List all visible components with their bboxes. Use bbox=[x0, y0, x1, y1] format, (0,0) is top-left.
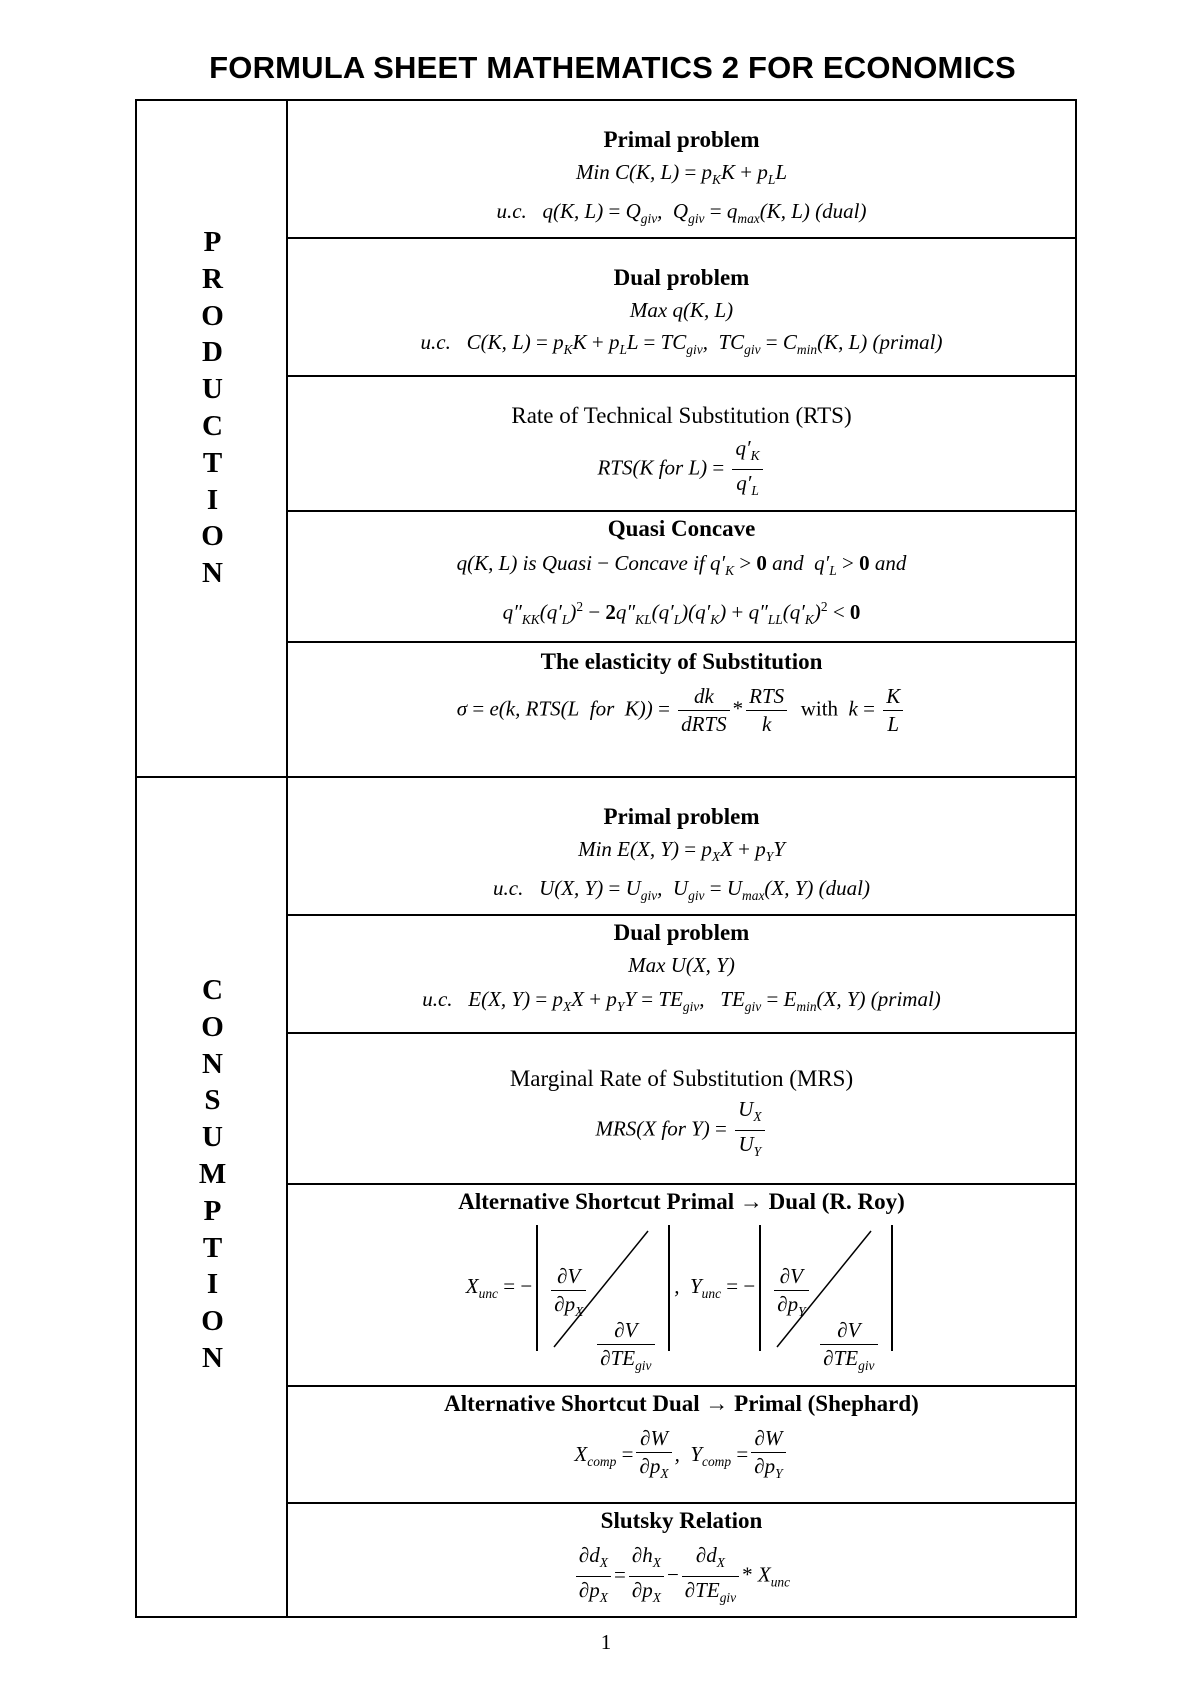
consumption-mrs-heading: Marginal Rate of Substitution (MRS) bbox=[509, 1066, 854, 1091]
page-number: 1 bbox=[600, 1630, 612, 1654]
consumption-dual-heading: Dual problem bbox=[613, 920, 750, 945]
consumption-letter: O bbox=[201, 1010, 224, 1043]
production-label-cell bbox=[137, 101, 288, 778]
production-letter: T bbox=[202, 446, 223, 479]
consumption-letter: M bbox=[198, 1157, 227, 1190]
production-primal-cell bbox=[288, 101, 1075, 239]
consumption-letter: C bbox=[202, 974, 223, 1006]
consumption-slutsky-cell bbox=[288, 1504, 1075, 1616]
production-quasi-condition: q(K, L) is Quasi − Concave if $q'_K > 0$ and $q'_L > 0$ and bbox=[456, 551, 907, 579]
production-rts-formula: RTS(K for L) = $\frac{q'_K}{q'_L}$ bbox=[288, 435, 1075, 504]
consumption-letter: S bbox=[204, 1084, 221, 1117]
production-letter: P bbox=[203, 226, 222, 258]
roy-x-bracket: $\frac{\partial V}{\partial p_X}$ $\frac{\partial V}{\partial TE_{giv}}$ bbox=[536, 1225, 670, 1351]
production-dual-objective: Max q(K, L) bbox=[629, 298, 734, 322]
production-dual-heading: Dual problem bbox=[613, 265, 750, 290]
production-primal-heading: Primal problem bbox=[603, 127, 760, 152]
production-rts-heading: Rate of Technical Substitution (RTS) bbox=[511, 403, 852, 428]
consumption-shephard-heading: Alternative Shortcut Dual → Primal (Shephard) bbox=[444, 1391, 919, 1416]
production-primal-constraint: u.c. q(K, $L) = Q_{giv}$, $Q_{giv} = q_{max}(K$, L) (dual) bbox=[496, 199, 867, 227]
consumption-vertical-label bbox=[137, 972, 288, 1377]
production-letter: N bbox=[202, 557, 223, 590]
production-letter: O bbox=[201, 299, 224, 332]
consumption-shephard-cell bbox=[288, 1387, 1075, 1504]
consumption-slutsky-formula: $\frac{\partial d_X}{\partial p_X}$ = $\frac{\partial h_X}{\partial p_X}$ − $\frac{\partial d_X}{\partial TE_{giv}}$ * $X_{unc}$ bbox=[288, 1542, 1075, 1611]
consumption-roy-formula: $X_{unc}$ = − $\frac{\partial V}{\partial p_X}$ $\frac{\partial V}{\partial TE_{giv}}$ , $Y_{unc}$ = − $\frac{\partial V}{\partial p_Y}$ $\frac{\partial V}{\partial TE_{giv}}$ bbox=[288, 1223, 1075, 1357]
consumption-letter: P bbox=[203, 1194, 222, 1227]
consumption-slutsky-heading: Slutsky Relation bbox=[600, 1508, 763, 1533]
consumption-dual-cell bbox=[288, 916, 1075, 1034]
production-letter: C bbox=[202, 409, 223, 442]
consumption-dual-objective: Max U(X, Y) bbox=[628, 953, 735, 977]
consumption-letter: N bbox=[202, 1047, 223, 1080]
consumption-letter: I bbox=[206, 1268, 219, 1301]
production-quasi-inequality: $q''_{KK}(q'_L)^2 - 2q''_{KL}(q'_L)(q'_K) + q''_{LL}(q'_K)^2 < 0$ bbox=[502, 599, 861, 628]
consumption-primal-cell bbox=[288, 778, 1075, 916]
production-letter: R bbox=[202, 262, 223, 295]
production-letter: I bbox=[206, 483, 219, 516]
production-dual-constraint: u.c. C(K, $L) = p_KK + p_LL = TC_{giv}$, $TC_{giv} = C_{min}(K$, L) (primal) bbox=[420, 330, 943, 358]
production-primal-objective: Min C(K, $L) = p_KK + p_LL$ bbox=[575, 160, 788, 188]
production-quasi-heading: Quasi Concave bbox=[607, 516, 756, 541]
consumption-letter: O bbox=[201, 1305, 224, 1338]
production-elasticity-heading: The elasticity of Substitution bbox=[540, 649, 823, 674]
page-title: FORMULA SHEET MATHEMATICS 2 FOR ECONOMICS bbox=[209, 50, 1016, 85]
consumption-roy-cell bbox=[288, 1185, 1075, 1387]
production-quasi-cell bbox=[288, 512, 1075, 643]
production-letter: O bbox=[201, 520, 224, 553]
production-elasticity-cell bbox=[288, 643, 1075, 778]
consumption-letter: U bbox=[202, 1121, 223, 1154]
consumption-roy-heading: Alternative Shortcut Primal → Dual (R. Roy) bbox=[458, 1189, 905, 1214]
consumption-mrs-cell bbox=[288, 1034, 1075, 1185]
production-elasticity-formula: σ = e(k, RTS(L for K)) = $\frac{dk}{\text{dRTS}}$ * $\frac{\text{RTS}}{k}$ with k = $\frac{K}{L}$ bbox=[288, 683, 1075, 738]
consumption-mrs-formula: MRS(X for Y) = $\frac{U_X}{U_Y}$ bbox=[288, 1096, 1075, 1165]
consumption-label-cell bbox=[137, 778, 288, 1616]
consumption-primal-heading: Primal problem bbox=[603, 804, 760, 829]
production-rts-cell bbox=[288, 377, 1075, 512]
consumption-letter: T bbox=[202, 1231, 223, 1264]
roy-y-bracket: $\frac{\partial V}{\partial p_Y}$ $\frac{\partial V}{\partial TE_{giv}}$ bbox=[759, 1225, 893, 1351]
consumption-primal-objective: Min E(X, $Y) = p_XX + p_YY$ bbox=[578, 837, 785, 865]
production-vertical-label bbox=[137, 224, 288, 592]
formula-table bbox=[135, 99, 1077, 1618]
production-letter: U bbox=[202, 373, 223, 406]
consumption-primal-constraint: u.c. U(X, $Y) = U_{giv}$, $U_{giv} = U_{max}(X$, Y) (dual) bbox=[493, 876, 870, 904]
consumption-letter: N bbox=[202, 1341, 223, 1374]
consumption-dual-constraint: u.c. E(X, $Y) = p_XX + p_YY = TE_{giv}$, $TE_{giv} = E_{min}(X$, Y) (primal) bbox=[422, 987, 941, 1015]
production-letter: D bbox=[202, 336, 223, 369]
production-dual-cell bbox=[288, 239, 1075, 377]
consumption-shephard-formula: $X_{comp}$ = $\frac{\partial W}{\partial p_X}$ , $Y_{comp}$ = $\frac{\partial W}{\partial p_Y}$ bbox=[288, 1425, 1075, 1487]
